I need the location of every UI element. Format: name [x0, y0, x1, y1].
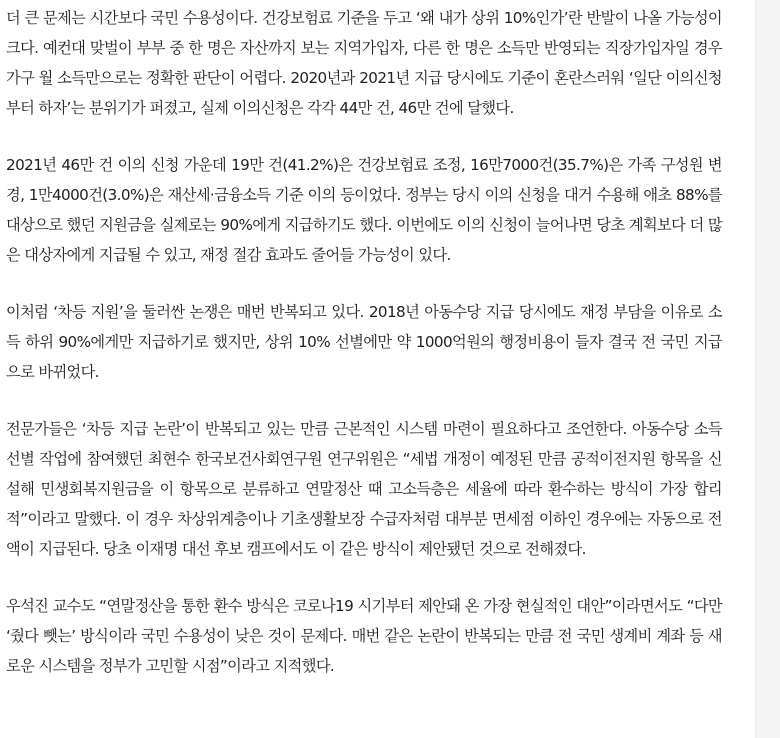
article-paragraph: 이처럼 ‘차등 지원’을 둘러싼 논쟁은 매번 반복되고 있다. 2018년 아동수당 지급 당시에도 재정 부담을 이유로 소득 하위 90%에게만 지급하기로 했지만, 상위 10% 선별에만 약 1000억원의 행정비용이 들자 결국 전 국민 지급으로 바뀌었다.: [6, 303, 722, 381]
article-paragraph: 전문가들은 ‘차등 지급 논란’이 반복되고 있는 만큼 근본적인 시스템 마련이 필요하다고 조언한다. 아동수당 소득 선별 작업에 참여했던 최현수 한국보건사회연구원 연구위원은 “세법 개정이 예정된 만큼 공적이전지원 항목을 신설해 민생회복지원금을 이 항목으로 분류하고 연말정산 때 고소득층은 세율에 따라 환수하는 방식이 가장 합리적”이라고 말했다. 이 경우 차상위계층이나 기초생활보장 수급자처럼 대부분 면세점 이하인 경우에는 자동으로 전액이 지급된다. 당초 이재명 대선 후보 캠프에서도 이 같은 방식이 제안됐던 것으로 전해졌다.: [6, 420, 722, 558]
article-body: [6, 3, 722, 708]
article-paragraph: 2021년 46만 건 이의 신청 가운데 19만 건(41.2%)은 건강보험료 조정, 16만7000건(35.7%)은 가족 구성원 변경, 1만4000건(3.0%)은 재산세·금융소득 기준 이의 등이었다. 정부는 당시 이의 신청을 대거 수용해 애초 88%를 대상으로 했던 지원금을 실제로는 90%에게 지급하기도 했다. 이번에도 이의 신청이 늘어나면 당초 계획보다 더 많은 대상자에게 지급될 수 있고, 재정 절감 효과도 줄어들 가능성이 있다.: [6, 156, 722, 264]
article-paragraph: 더 큰 문제는 시간보다 국민 수용성이다. 건강보험료 기준을 두고 ‘왜 내가 상위 10%인가’란 반발이 나올 가능성이 크다. 예컨대 맞벌이 부부 중 한 명은 자산까지 보는 지역가입자, 다른 한 명은 소득만 반영되는 직장가입자일 경우 가구 월 소득만으로는 정확한 판단이 어렵다. 2020년과 2021년 지급 당시에도 기준이 혼란스러워 ‘일단 이의신청부터 하자’는 분위기가 퍼졌고, 실제 이의신청은 각각 44만 건, 46만 건에 달했다.: [6, 9, 722, 117]
scrollbar-track[interactable]: [755, 0, 780, 738]
article-paragraph: 우석진 교수도 “연말정산을 통한 환수 방식은 코로나19 시기부터 제안돼 온 가장 현실적인 대안”이라면서도 “다만 ‘줬다 뺏는’ 방식이라 국민 수용성이 낮은 것이 문제다. 매번 같은 논란이 반복되는 만큼 전 국민 생계비 계좌 등 새로운 시스템을 정부가 고민할 시점”이라고 지적했다.: [6, 597, 722, 675]
